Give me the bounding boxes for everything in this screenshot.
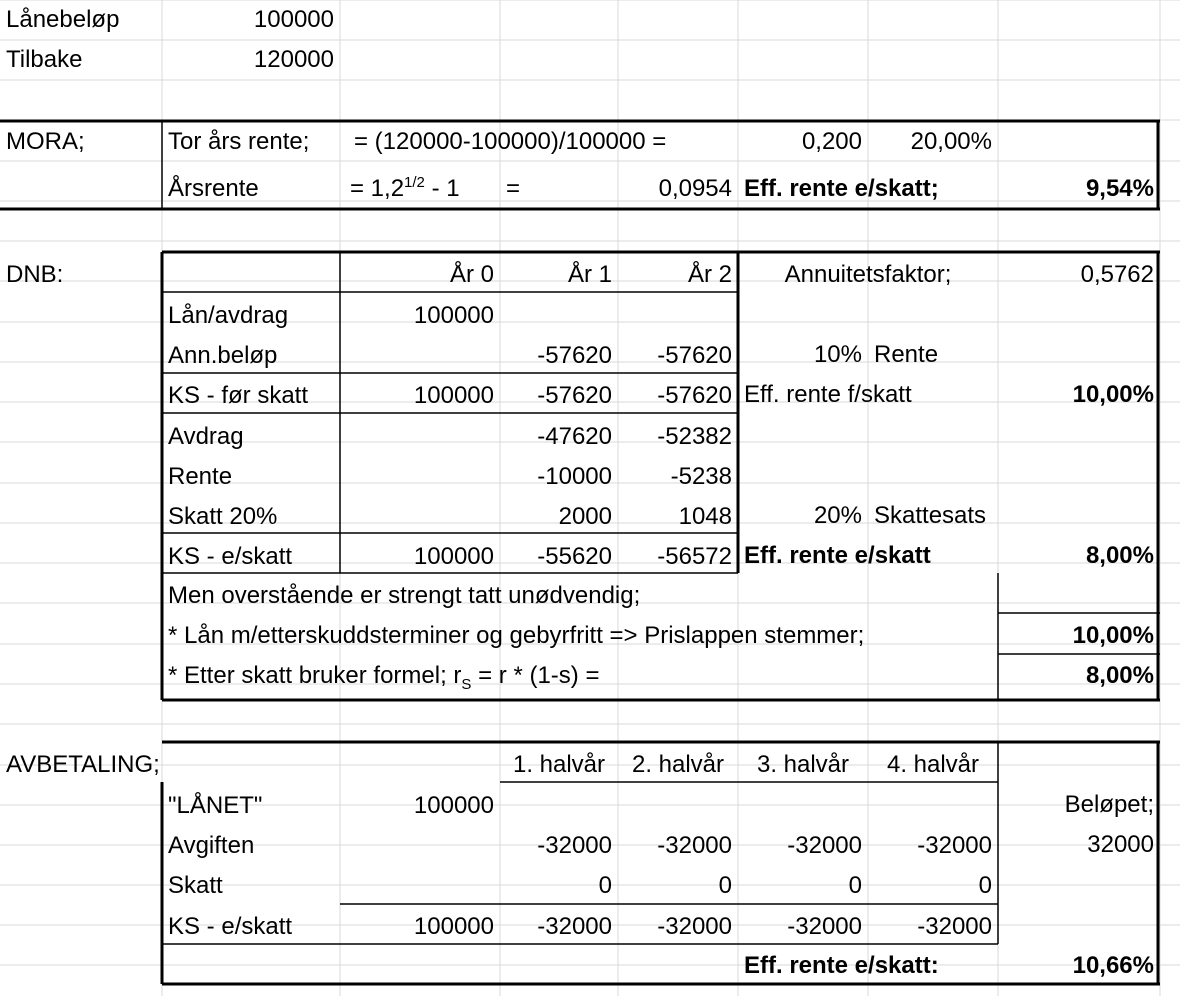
cell-mora-tor-value[interactable]: 0,200 bbox=[801, 128, 862, 155]
cell-mora-tor-label[interactable]: Tor års rente; bbox=[168, 128, 310, 155]
cell-dnb-rate-label[interactable]: Rente bbox=[874, 341, 939, 368]
cell-mora-label[interactable]: MORA; bbox=[6, 128, 85, 155]
cell-dnb-note-3[interactable] bbox=[162, 662, 738, 693]
cell-avb-period-1[interactable]: 1. halvår bbox=[512, 751, 606, 778]
avb-row-value[interactable]: -32000 bbox=[537, 912, 612, 940]
avb-row-label[interactable]: "LÅNET" bbox=[168, 792, 263, 819]
dnb-row-value[interactable]: 2000 bbox=[558, 503, 612, 530]
avb-row-value[interactable]: 0 bbox=[848, 872, 862, 900]
avb-row-value[interactable]: -32000 bbox=[657, 832, 732, 860]
dnb-row-value[interactable]: 100000 bbox=[413, 302, 494, 329]
dnb-row-label[interactable]: Avdrag bbox=[168, 422, 244, 450]
formula-suffix: - 1 bbox=[424, 175, 460, 202]
cell-mora-annual-eq[interactable]: = bbox=[506, 175, 521, 202]
avb-row-value[interactable]: -32000 bbox=[787, 912, 862, 940]
avb-row-label[interactable]: KS - e/skatt bbox=[168, 912, 293, 940]
avb-row-value[interactable]: -32000 bbox=[917, 832, 992, 860]
cell-avb-eff-label[interactable]: Eff. rente e/skatt: bbox=[744, 952, 939, 979]
cell-dnb-note-3-value[interactable]: 8,00% bbox=[1085, 662, 1154, 689]
dnb-row-value[interactable]: -10000 bbox=[537, 462, 612, 490]
cell-avb-amount-value[interactable]: 32000 bbox=[1087, 831, 1154, 858]
cell-avb-label[interactable]: AVBETALING; bbox=[6, 751, 160, 778]
cell-dnb-tax-label[interactable]: Skattesats bbox=[874, 502, 987, 529]
cell-dnb-rate-pct[interactable]: 10% bbox=[813, 341, 862, 368]
cell-dnb-year-0[interactable]: År 0 bbox=[449, 261, 494, 288]
avb-row-value[interactable]: -32000 bbox=[657, 912, 732, 940]
dnb-row-value[interactable]: -47620 bbox=[537, 422, 612, 450]
cell-mora-annual-label[interactable]: Årsrente bbox=[168, 175, 259, 202]
dnb-row-value[interactable]: -56572 bbox=[657, 543, 732, 571]
dnb-row-value[interactable]: 1048 bbox=[678, 503, 732, 530]
dnb-row-value[interactable]: 100000 bbox=[413, 382, 494, 410]
cell-dnb-eff-after-label[interactable]: Eff. rente e/skatt bbox=[744, 542, 931, 569]
cell-mora-tor-pct[interactable]: 20,00% bbox=[910, 128, 992, 155]
note-3-suffix: = r * (1-s) = bbox=[471, 662, 600, 689]
dnb-row-label[interactable]: Lån/avdrag bbox=[168, 302, 289, 329]
cell-dnb-annuity-label[interactable]: Annuitetsfaktor; bbox=[784, 261, 952, 288]
dnb-row-label[interactable]: Ann.beløp bbox=[168, 342, 278, 370]
avb-row-value[interactable]: -32000 bbox=[917, 912, 992, 940]
avb-row-label[interactable]: Skatt bbox=[168, 872, 223, 900]
cell-avb-eff-value[interactable]: 10,66% bbox=[1072, 952, 1154, 979]
dnb-row-value[interactable]: 100000 bbox=[413, 543, 494, 571]
cell-dnb-annuity-value[interactable]: 0,5762 bbox=[1080, 261, 1154, 288]
cell-mora-annual-value[interactable]: 0,0954 bbox=[658, 175, 732, 202]
cell-dnb-year-2[interactable]: År 2 bbox=[687, 261, 732, 288]
cell-dnb-year-1[interactable]: År 1 bbox=[567, 261, 612, 288]
dnb-row-value[interactable]: -52382 bbox=[657, 422, 732, 450]
cell-loan-label[interactable]: Lånebeløp bbox=[6, 6, 120, 33]
cell-dnb-eff-before-value[interactable]: 10,00% bbox=[1072, 381, 1154, 408]
avb-row-value[interactable]: 100000 bbox=[413, 912, 494, 940]
cell-dnb-note-2-value[interactable]: 10,00% bbox=[1072, 622, 1154, 649]
avb-row-value[interactable]: 0 bbox=[598, 872, 612, 900]
dnb-row-label[interactable]: Rente bbox=[168, 462, 233, 490]
cell-avb-period-2[interactable]: 2. halvår bbox=[631, 751, 725, 778]
dnb-row-value[interactable]: -57620 bbox=[657, 382, 732, 410]
cell-mora-annual-formula[interactable] bbox=[340, 176, 500, 202]
cell-dnb-note-1[interactable]: Men overstående er strengt tatt unødvendig; bbox=[168, 582, 641, 609]
cell-avb-amount-label[interactable]: Beløpet; bbox=[1064, 791, 1154, 818]
formula-prefix: = 1,2 bbox=[350, 175, 405, 202]
dnb-row-value[interactable]: -57620 bbox=[657, 342, 732, 370]
cell-mora-tor-formula[interactable]: = (120000-100000)/100000 = bbox=[354, 128, 667, 155]
cell-repay-value[interactable]: 120000 bbox=[253, 46, 334, 73]
cell-dnb-tax-pct[interactable]: 20% bbox=[813, 502, 862, 529]
dnb-row-label[interactable]: Skatt 20% bbox=[168, 503, 278, 530]
cell-repay-label[interactable]: Tilbake bbox=[6, 46, 83, 73]
cell-avb-period-4[interactable]: 4. halvår bbox=[886, 751, 980, 778]
note-3-prefix: * Etter skatt bruker formel; r bbox=[168, 662, 462, 689]
note-3-subscript: S bbox=[461, 675, 472, 693]
avb-row-value[interactable]: 0 bbox=[978, 872, 992, 900]
cell-avb-period-3[interactable]: 3. halvår bbox=[756, 751, 850, 778]
dnb-row-label[interactable]: KS - før skatt bbox=[168, 382, 309, 410]
dnb-row-label[interactable]: KS - e/skatt bbox=[168, 543, 293, 571]
avb-row-value[interactable]: -32000 bbox=[787, 832, 862, 860]
formula-exponent: 1/2 bbox=[404, 174, 425, 191]
avb-row-label[interactable]: Avgiften bbox=[168, 832, 255, 860]
avb-row-value[interactable]: -32000 bbox=[537, 832, 612, 860]
cell-mora-eff-value[interactable]: 9,54% bbox=[1085, 175, 1154, 202]
cell-dnb-eff-after-value[interactable]: 8,00% bbox=[1085, 542, 1154, 569]
cell-dnb-label[interactable]: DNB: bbox=[6, 261, 64, 288]
dnb-row-value[interactable]: -5238 bbox=[670, 462, 732, 490]
dnb-row-value[interactable]: -55620 bbox=[537, 543, 612, 571]
dnb-row-value[interactable]: -57620 bbox=[537, 382, 612, 410]
cell-dnb-note-2[interactable]: * Lån m/etterskuddsterminer og gebyrfritt => Prislappen stemmer; bbox=[168, 622, 865, 649]
cell-dnb-eff-before-label[interactable]: Eff. rente f/skatt bbox=[744, 381, 912, 408]
avb-row-value[interactable]: 100000 bbox=[413, 792, 494, 819]
avb-row-value[interactable]: 0 bbox=[718, 872, 732, 900]
dnb-row-value[interactable]: -57620 bbox=[537, 342, 612, 370]
cell-mora-eff-label[interactable]: Eff. rente e/skatt; bbox=[744, 175, 939, 202]
cell-loan-value[interactable]: 100000 bbox=[253, 6, 334, 33]
